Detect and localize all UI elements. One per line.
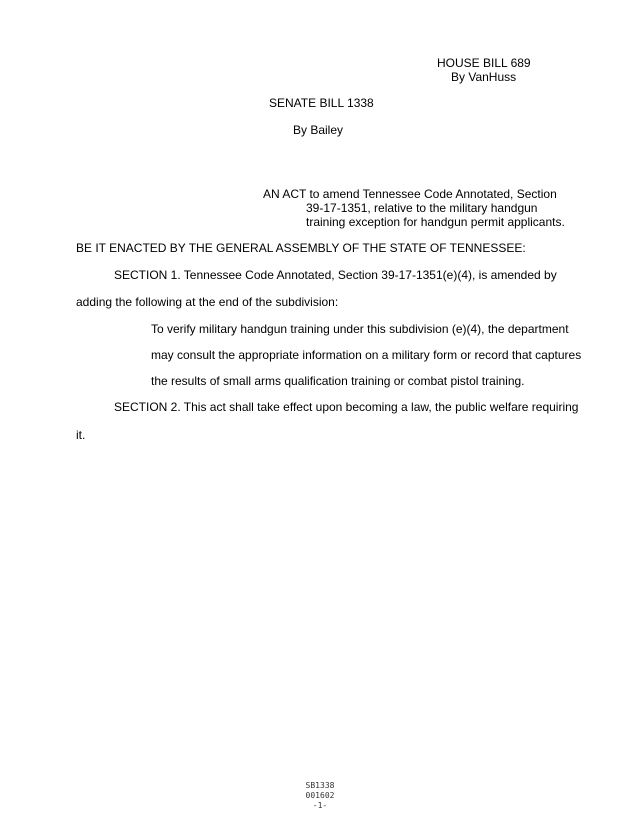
footer-page-number: -1- [312,801,328,810]
section-1-quote-line-2: may consult the appropriate information on a military form or record that captures [151,348,582,362]
section-2-line-1: SECTION 2. This act shall take effect upon becoming a law, the public welfare requiring [114,400,579,414]
section-2-line-2: it. [76,428,86,442]
senate-bill-number: SENATE BILL 1338 [269,96,374,110]
act-title-line-2: 39-17-1351, relative to the military handgun [306,201,538,215]
act-title-line-3: training exception for handgun permit applicants. [306,215,565,229]
act-title-line-1: AN ACT to amend Tennessee Code Annotated, Section [263,187,557,201]
footer-doc-number: 001602 [305,791,335,800]
senate-bill-sponsor: By Bailey [293,123,344,137]
section-1-line-1: SECTION 1. Tennessee Code Annotated, Section 39-17-1351(e)(4), is amended by [114,268,557,282]
act-title [263,187,583,229]
section-1-quote-line-1: To verify military handgun training under this subdivision (e)(4), the department [151,322,569,336]
section-1-quote-line-3: the results of small arms qualification training or combat pistol training. [151,374,525,388]
house-bill-sponsor: By VanHuss [451,70,517,84]
enacting-clause: BE IT ENACTED BY THE GENERAL ASSEMBLY OF THE STATE OF TENNESSEE: [76,241,526,255]
house-bill-number: HOUSE BILL 689 [437,56,531,70]
footer-bill-code: SB1338 [305,781,335,790]
page-footer [0,781,640,811]
section-1-line-2: adding the following at the end of the subdivision: [76,295,339,309]
